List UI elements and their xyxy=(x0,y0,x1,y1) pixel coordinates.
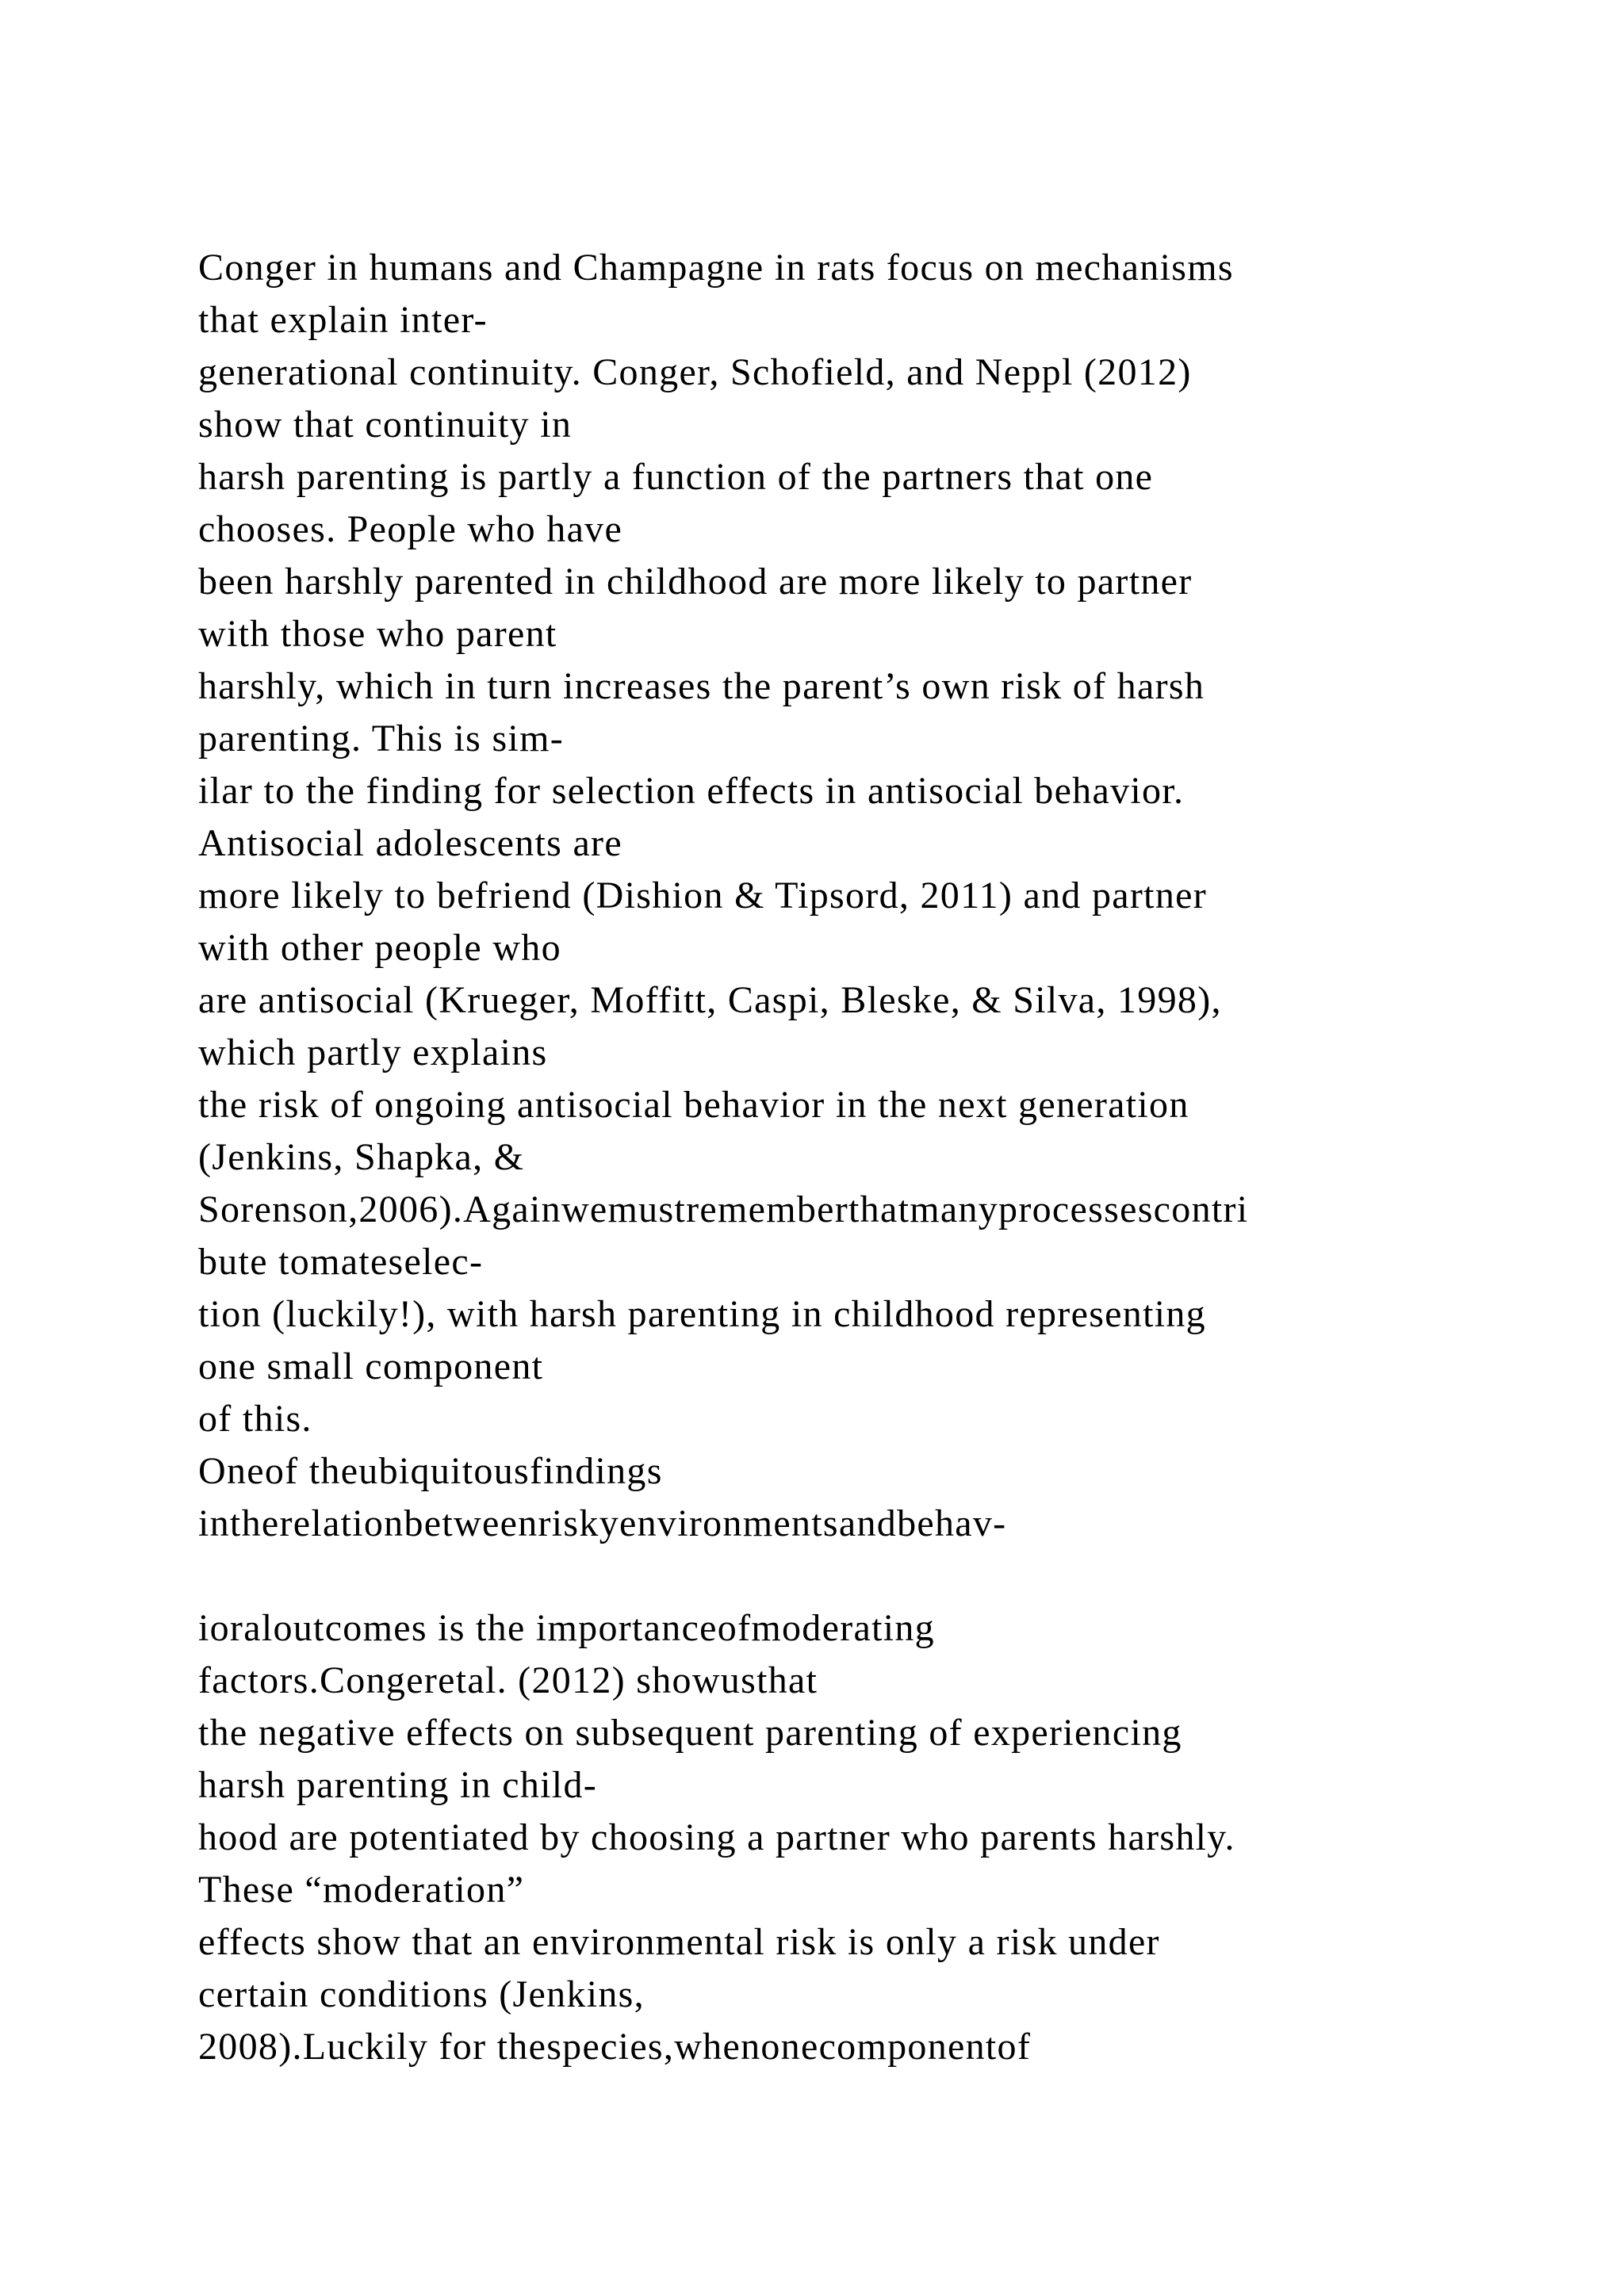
text-line: of this. xyxy=(198,1398,312,1440)
text-line: that explain inter- xyxy=(198,299,488,341)
text-line: harsh parenting is partly a function of the partners that one xyxy=(198,456,1154,498)
text-line: Antisocial adolescents are xyxy=(198,822,622,864)
text-line: harsh parenting in child- xyxy=(198,1764,598,1806)
text-line: These “moderation” xyxy=(198,1869,525,1911)
text-line: bute tomateselec- xyxy=(198,1241,484,1283)
text-line: ioraloutcomes is the importanceofmoderating xyxy=(198,1607,935,1649)
text-line: with those who parent xyxy=(198,613,557,655)
text-line: are antisocial (Krueger, Moffitt, Caspi, Bleske, & Silva, 1998), xyxy=(198,979,1222,1021)
text-line: intherelationbetweenriskyenvironmentsandbehav- xyxy=(198,1502,1007,1544)
text-line: certain conditions (Jenkins, xyxy=(198,1973,645,2015)
text-line: effects show that an environmental risk is only a risk under xyxy=(198,1921,1160,1963)
text-line: (Jenkins, Shapka, & xyxy=(198,1136,525,1178)
text-line: generational continuity. Conger, Schofield, and Neppl (2012) xyxy=(198,351,1192,393)
blank-line xyxy=(198,1550,1594,1602)
text-line: harshly, which in turn increases the parent’s own risk of harsh xyxy=(198,665,1205,707)
text-line: one small component xyxy=(198,1345,544,1387)
text-line: been harshly parented in childhood are more likely to partner xyxy=(198,561,1193,603)
text-line: ilar to the finding for selection effects in antisocial behavior. xyxy=(198,770,1185,812)
text-line: chooses. People who have xyxy=(198,508,623,550)
text-line: factors.Congeretal. (2012) showusthat xyxy=(198,1659,818,1701)
text-line: parenting. This is sim- xyxy=(198,718,564,760)
text-line: which partly explains xyxy=(198,1031,548,1073)
text-line: hood are potentiated by choosing a partner who parents harshly. xyxy=(198,1816,1235,1858)
text-line: with other people who xyxy=(198,927,561,969)
text-line: tion (luckily!), with harsh parenting in childhood representing xyxy=(198,1293,1206,1335)
text-line: 2008).Luckily for thespecies,whenonecomponentof xyxy=(198,2026,1032,2068)
text-line: the risk of ongoing antisocial behavior in the next generation xyxy=(198,1084,1189,1126)
text-line: Conger in humans and Champagne in rats focus on mechanisms xyxy=(198,247,1234,289)
text-line: Sorenson,2006).Againwemustrememberthatmanyprocessescontri xyxy=(198,1188,1249,1230)
text-line: Oneof theubiquitousfindings xyxy=(198,1450,663,1492)
text-line: more likely to befriend (Dishion & Tipsord, 2011) and partner xyxy=(198,874,1208,916)
text-line: the negative effects on subsequent parenting of experiencing xyxy=(198,1712,1182,1754)
text-line: show that continuity in xyxy=(198,404,573,446)
body-text xyxy=(198,242,1594,2073)
